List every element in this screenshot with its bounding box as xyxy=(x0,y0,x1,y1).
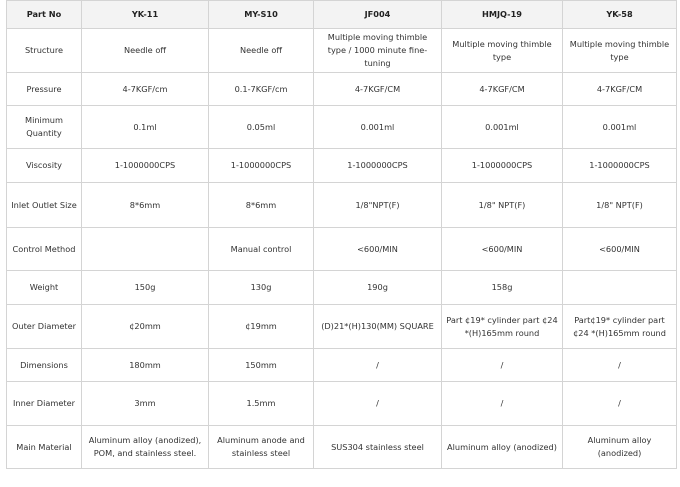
table-cell: 4-7KGF/cm xyxy=(82,73,209,106)
row-label: Control Method xyxy=(7,228,82,271)
row-outer-diameter xyxy=(7,305,677,349)
spec-table xyxy=(6,0,677,469)
header-model-yk-11: YK-11 xyxy=(82,1,209,29)
table-cell: SUS304 stainless steel xyxy=(314,426,442,469)
table-cell: 1/8"NPT(F) xyxy=(314,183,442,228)
table-cell: 1-1000000CPS xyxy=(563,149,677,183)
table-cell: / xyxy=(563,382,677,426)
row-label: Inner Diameter xyxy=(7,382,82,426)
table-cell: Aluminum alloy (anodized), POM, and stainless steel. xyxy=(82,426,209,469)
table-cell: 4-7KGF/CM xyxy=(563,73,677,106)
row-label: Main Material xyxy=(7,426,82,469)
row-label: Viscosity xyxy=(7,149,82,183)
table-cell: 190g xyxy=(314,271,442,305)
table-cell: 4-7KGF/CM xyxy=(314,73,442,106)
table-cell: Aluminum alloy (anodized) xyxy=(563,426,677,469)
table-cell: <600/MIN xyxy=(314,228,442,271)
table-cell: ¢20mm xyxy=(82,305,209,349)
table-cell: Part ¢19* cylinder part ¢24 *(H)165mm round xyxy=(442,305,563,349)
table-cell: 0.05ml xyxy=(209,106,314,149)
table-cell: / xyxy=(314,382,442,426)
table-cell: / xyxy=(442,349,563,382)
row-label: Structure xyxy=(7,29,82,73)
table-cell: 0.1-7KGF/cm xyxy=(209,73,314,106)
header-part-no: Part No xyxy=(7,1,82,29)
table-cell: 8*6mm xyxy=(209,183,314,228)
table-cell: Part¢19* cylinder part ¢24 *(H)165mm round xyxy=(563,305,677,349)
table-cell: 158g xyxy=(442,271,563,305)
table-cell: <600/MIN xyxy=(563,228,677,271)
table-cell: 3mm xyxy=(82,382,209,426)
table-cell: Multiple moving thimble type / 1000 minute fine-tuning xyxy=(314,29,442,73)
table-cell: Needle off xyxy=(209,29,314,73)
table-cell: 0.1ml xyxy=(82,106,209,149)
table-cell: Aluminum alloy (anodized) xyxy=(442,426,563,469)
table-cell: Multiple moving thimble type xyxy=(442,29,563,73)
row-label: Dimensions xyxy=(7,349,82,382)
table-cell: 1-1000000CPS xyxy=(82,149,209,183)
row-inner-diameter xyxy=(7,382,677,426)
row-main-material xyxy=(7,426,677,469)
table-cell: Manual control xyxy=(209,228,314,271)
table-cell: Multiple moving thimble type xyxy=(563,29,677,73)
table-cell: 180mm xyxy=(82,349,209,382)
row-inlet-outlet-size xyxy=(7,183,677,228)
table-cell: / xyxy=(442,382,563,426)
table-cell: 1/8" NPT(F) xyxy=(563,183,677,228)
table-cell xyxy=(82,228,209,271)
table-cell: Aluminum anode and stainless steel xyxy=(209,426,314,469)
table-cell: 0.001ml xyxy=(563,106,677,149)
table-cell: 1-1000000CPS xyxy=(209,149,314,183)
row-control-method xyxy=(7,228,677,271)
table-cell: 0.001ml xyxy=(442,106,563,149)
table-cell: 1-1000000CPS xyxy=(314,149,442,183)
table-cell: 1/8" NPT(F) xyxy=(442,183,563,228)
row-structure xyxy=(7,29,677,73)
table-cell: 8*6mm xyxy=(82,183,209,228)
table-cell: ¢19mm xyxy=(209,305,314,349)
table-cell: 150g xyxy=(82,271,209,305)
row-label: Pressure xyxy=(7,73,82,106)
table-cell: / xyxy=(314,349,442,382)
header-model-jf004: JF004 xyxy=(314,1,442,29)
header-model-yk-58: YK-58 xyxy=(563,1,677,29)
row-minimum-quantity xyxy=(7,106,677,149)
table-cell xyxy=(563,271,677,305)
table-cell: 4-7KGF/CM xyxy=(442,73,563,106)
table-cell: 0.001ml xyxy=(314,106,442,149)
row-label: Outer Diameter xyxy=(7,305,82,349)
table-cell: 1.5mm xyxy=(209,382,314,426)
row-label: Inlet Outlet Size xyxy=(7,183,82,228)
row-pressure xyxy=(7,73,677,106)
table-cell: Needle off xyxy=(82,29,209,73)
row-label: Weight xyxy=(7,271,82,305)
row-viscosity xyxy=(7,149,677,183)
table-cell: 150mm xyxy=(209,349,314,382)
header-model-hmjq-19: HMJQ-19 xyxy=(442,1,563,29)
header-model-my-s10: MY-S10 xyxy=(209,1,314,29)
table-cell: (D)21*(H)130(MM) SQUARE xyxy=(314,305,442,349)
row-weight xyxy=(7,271,677,305)
row-label: Minimum Quantity xyxy=(7,106,82,149)
table-cell: <600/MIN xyxy=(442,228,563,271)
header-row xyxy=(7,1,677,29)
row-dimensions xyxy=(7,349,677,382)
table-cell: / xyxy=(563,349,677,382)
spec-table-container xyxy=(6,0,676,469)
table-cell: 1-1000000CPS xyxy=(442,149,563,183)
table-cell: 130g xyxy=(209,271,314,305)
